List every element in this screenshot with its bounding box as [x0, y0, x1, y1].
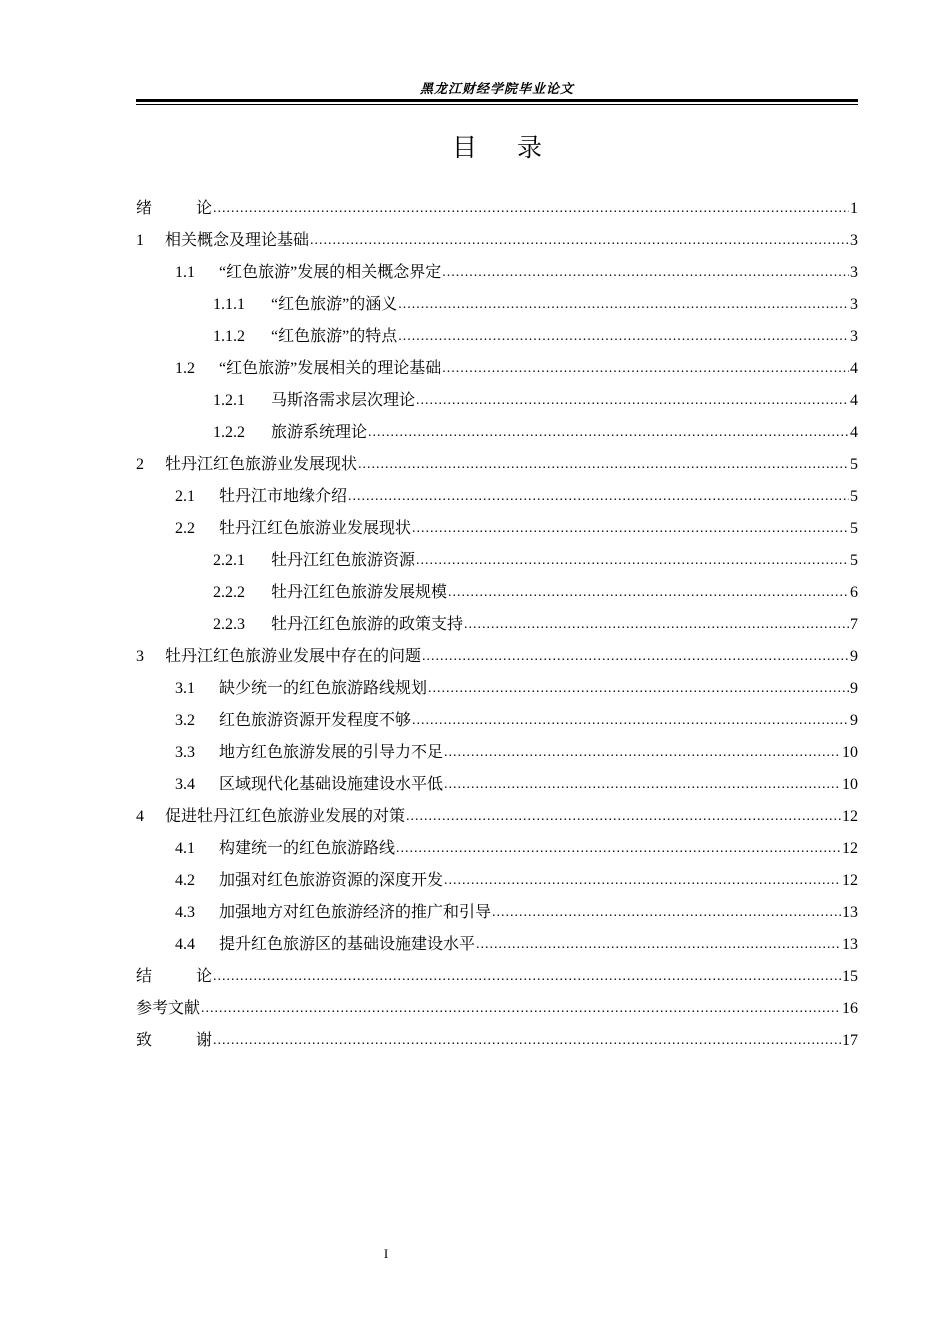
- toc-leader-dots: [442, 263, 849, 283]
- toc-entry[interactable]: [136, 961, 858, 993]
- toc-leader-dots: [213, 199, 849, 219]
- toc-entry-page: 3: [850, 328, 858, 345]
- toc-entry[interactable]: [136, 193, 858, 225]
- toc-entry-number: 4.3: [175, 904, 195, 921]
- toc-entry[interactable]: [136, 641, 858, 673]
- toc-entry-number: 3.3: [175, 744, 195, 761]
- toc-entry-label: 4.1 构建统一的红色旅游路线: [175, 840, 396, 857]
- header-rule-thick: [136, 99, 858, 102]
- toc-entry-label: 3.1 缺少统一的红色旅游路线规划: [175, 680, 428, 697]
- toc-entry[interactable]: [136, 513, 858, 545]
- toc-leader-dots: [448, 583, 849, 603]
- toc-entry-label: 2.2.3 牡丹江红色旅游的政策支持: [213, 616, 464, 633]
- toc-leader-dots: [422, 647, 849, 667]
- toc-entry-label: 3 牡丹江红色旅游业发展中存在的问题: [136, 648, 422, 665]
- toc-entry[interactable]: [136, 673, 858, 705]
- toc-entry-page: 9: [850, 680, 858, 697]
- toc-entry-label: 4 促进牡丹江红色旅游业发展的对策: [136, 808, 406, 825]
- toc-entry-label: 1.1.2 “红色旅游”的特点: [213, 328, 398, 345]
- toc-leader-dots: [310, 231, 849, 251]
- toc-entry-number: 2.2.2: [213, 584, 245, 601]
- toc-title-part2: 录: [517, 135, 543, 162]
- toc-entry-number: 4.1: [175, 840, 195, 857]
- toc-entry-label: 2 牡丹江红色旅游业发展现状: [136, 456, 358, 473]
- toc-entry[interactable]: [136, 321, 858, 353]
- toc-leader-dots: [358, 455, 849, 475]
- toc-entry-label: 2.2.2 牡丹江红色旅游发展规模: [213, 584, 448, 601]
- toc-entry-number: 1: [136, 232, 144, 249]
- toc-leader-dots: [412, 519, 849, 539]
- toc-entry-page: 4: [850, 424, 858, 441]
- toc-entry[interactable]: [136, 737, 858, 769]
- toc-entry-number: 3.4: [175, 776, 195, 793]
- toc-entry[interactable]: [136, 417, 858, 449]
- toc-entry-number: 2.1: [175, 488, 195, 505]
- toc-entry-label: 3.3 地方红色旅游发展的引导力不足: [175, 744, 444, 761]
- toc-entry-number: 4.2: [175, 872, 195, 889]
- toc-entry-label: 1.1 “红色旅游”发展的相关概念界定: [175, 264, 442, 281]
- toc-leader-dots: [398, 295, 849, 315]
- header-rule-thin: [136, 104, 858, 105]
- toc-entry-number: 1.1.1: [213, 296, 245, 313]
- toc-entry-page: 16: [842, 1000, 858, 1017]
- toc-entry[interactable]: [136, 257, 858, 289]
- toc-entry-page: 12: [842, 840, 858, 857]
- toc-leader-dots: [442, 359, 849, 379]
- toc-entry-label: 致 谢: [136, 1032, 213, 1049]
- toc-entry-label: 4.2 加强对红色旅游资源的深度开发: [175, 872, 444, 889]
- toc-entry-page: 9: [850, 648, 858, 665]
- toc-leader-dots: [213, 1031, 841, 1051]
- toc-entry-number: 1.2.1: [213, 392, 245, 409]
- toc-entry-page: 5: [850, 552, 858, 569]
- toc-entry[interactable]: [136, 897, 858, 929]
- toc-entry[interactable]: [136, 449, 858, 481]
- toc-leader-dots: [416, 551, 849, 571]
- toc-entry-page: 3: [850, 296, 858, 313]
- toc-entry-page: 5: [850, 520, 858, 537]
- toc-entry-label: 1.2.1 马斯洛需求层次理论: [213, 392, 416, 409]
- toc-entry[interactable]: [136, 545, 858, 577]
- toc-entry-label: 1.1.1 “红色旅游”的涵义: [213, 296, 398, 313]
- toc-entry-number: 2.2.1: [213, 552, 245, 569]
- toc-leader-dots: [416, 391, 849, 411]
- toc-leader-dots: [348, 487, 849, 507]
- toc-entry-page: 12: [842, 872, 858, 889]
- toc-entry-page: 5: [850, 488, 858, 505]
- toc-entry[interactable]: [136, 609, 858, 641]
- toc-leader-dots: [492, 903, 841, 923]
- toc-entry[interactable]: [136, 481, 858, 513]
- toc-entry-number: 3: [136, 648, 144, 665]
- toc-entry-page: 7: [850, 616, 858, 633]
- toc-entry-page: 13: [842, 904, 858, 921]
- toc-leader-dots: [396, 839, 841, 859]
- toc-entry-label: 2.2.1 牡丹江红色旅游资源: [213, 552, 416, 569]
- toc-entry[interactable]: [136, 225, 858, 257]
- toc-list: [136, 193, 858, 1057]
- footer-page-number: I: [383, 1246, 389, 1261]
- toc-entry-label: 4.3 加强地方对红色旅游经济的推广和引导: [175, 904, 492, 921]
- toc-entry[interactable]: [136, 705, 858, 737]
- toc-entry-page: 5: [850, 456, 858, 473]
- toc-entry-page: 6: [850, 584, 858, 601]
- toc-leader-dots: [368, 423, 849, 443]
- toc-entry-label: 1 相关概念及理论基础: [136, 232, 310, 249]
- toc-entry-label: 1.2 “红色旅游”发展相关的理论基础: [175, 360, 442, 377]
- toc-entry-label: 3.2 红色旅游资源开发程度不够: [175, 712, 412, 729]
- toc-title-part1: 目: [451, 135, 477, 162]
- toc-entry[interactable]: [136, 865, 858, 897]
- toc-entry-page: 10: [842, 744, 858, 761]
- toc-entry-number: 1.2.2: [213, 424, 245, 441]
- toc-leader-dots: [428, 679, 849, 699]
- toc-entry-page: 15: [842, 968, 858, 985]
- toc-entry-label: 1.2.2 旅游系统理论: [213, 424, 368, 441]
- toc-entry-number: 2.2: [175, 520, 195, 537]
- toc-leader-dots: [476, 935, 841, 955]
- toc-entry-label: 结 论: [136, 968, 213, 985]
- toc-entry-number: 2: [136, 456, 144, 473]
- document-header-title: 黑龙江财经学院毕业论文: [419, 81, 574, 96]
- toc-entry-page: 3: [850, 264, 858, 281]
- toc-entry[interactable]: [136, 385, 858, 417]
- toc-title: [136, 133, 858, 165]
- toc-entry[interactable]: [136, 769, 858, 801]
- toc-entry-label: 绪 论: [136, 200, 213, 217]
- toc-entry-number: 1.1: [175, 264, 195, 281]
- toc-entry-page: 10: [842, 776, 858, 793]
- toc-entry-page: 12: [842, 808, 858, 825]
- toc-entry-label: 4.4 提升红色旅游区的基础设施建设水平: [175, 936, 476, 953]
- toc-leader-dots: [201, 999, 841, 1019]
- toc-entry-number: 1.1.2: [213, 328, 245, 345]
- toc-entry[interactable]: [136, 289, 858, 321]
- toc-entry-page: 13: [842, 936, 858, 953]
- toc-entry-page: 4: [850, 392, 858, 409]
- toc-leader-dots: [444, 871, 841, 891]
- toc-entry-number: 1.2: [175, 360, 195, 377]
- toc-entry-label: 参考文献: [136, 1000, 201, 1017]
- toc-entry[interactable]: [136, 353, 858, 385]
- toc-entry-page: 4: [850, 360, 858, 377]
- toc-entry[interactable]: [136, 833, 858, 865]
- toc-entry-number: 2.2.3: [213, 616, 245, 633]
- toc-leader-dots: [406, 807, 841, 827]
- toc-entry[interactable]: [136, 1025, 858, 1057]
- toc-entry-number: 3.2: [175, 712, 195, 729]
- toc-entry-number: 3.1: [175, 680, 195, 697]
- toc-leader-dots: [444, 775, 841, 795]
- toc-leader-dots: [444, 743, 841, 763]
- toc-leader-dots: [398, 327, 849, 347]
- toc-entry-page: 1: [850, 200, 858, 217]
- toc-entry-number: 4.4: [175, 936, 195, 953]
- toc-entry-label: 2.1 牡丹江市地缘介绍: [175, 488, 348, 505]
- toc-leader-dots: [464, 615, 849, 635]
- toc-leader-dots: [412, 711, 849, 731]
- toc-leader-dots: [213, 967, 841, 987]
- toc-entry-label: 3.4 区域现代化基础设施建设水平低: [175, 776, 444, 793]
- toc-entry-number: 4: [136, 808, 144, 825]
- toc-entry[interactable]: [136, 929, 858, 961]
- toc-entry-label: 2.2 牡丹江红色旅游业发展现状: [175, 520, 412, 537]
- toc-entry[interactable]: [136, 801, 858, 833]
- toc-entry-page: 17: [842, 1032, 858, 1049]
- toc-entry-page: 3: [850, 232, 858, 249]
- toc-entry[interactable]: [136, 993, 858, 1025]
- toc-entry[interactable]: [136, 577, 858, 609]
- toc-entry-page: 9: [850, 712, 858, 729]
